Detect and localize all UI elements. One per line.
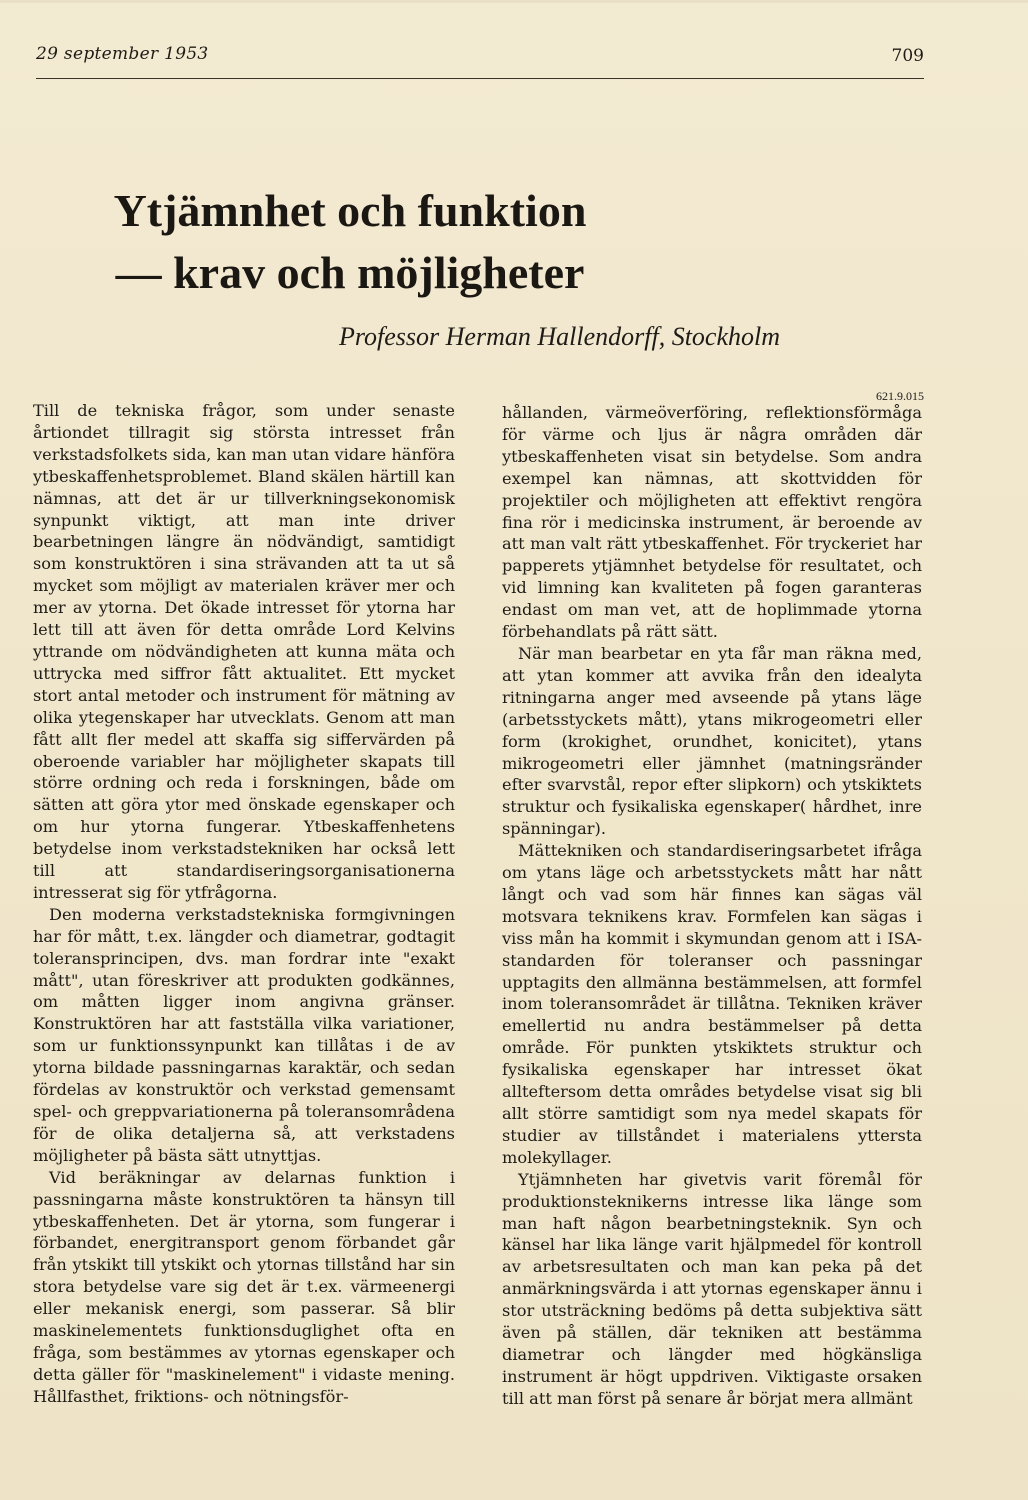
paragraph: Vid beräkningar av delarnas funktion i passningarna måste konstruktören ta hänsyn till ytbeskaffenheten. Det är ytorna, som fungerar i förbandet, energitransport genom förbandet går från ytskikt till ytskikt och ytornas tillstånd har sin stora betydelse vare sig det är t.ex. värmeenergi eller mekanisk energi, som passerar. Så blir maskinelementets funktionsduglighet ofta en fråga, som bestämmes av ytornas egenskaper och detta gäller för "maskinelement" i vidaste mening. Hållfasthet, friktions- och nötningsför-: [33, 1167, 455, 1406]
right-column: [502, 402, 922, 1410]
article-title-line-1: Ytjämnhet och funktion: [113, 185, 587, 236]
article-title-line-2: — krav och möjligheter: [115, 247, 585, 298]
paragraph: hållanden, värmeöverföring, reflektionsförmåga för värme och ljus är några områden där ytbeskaffenheten visat sin betydelse. Som andra exempel kan nämnas, att skottvidden för projektiler och möjligheten att effektivt rengöra fina rör i medicinska instrument, är beroende av att man valt rätt ytbeskaffenhet. För tryckeriet har papperets ytjämnhet betydelse för resultatet, och vid limning kan kvaliteten på fogen garanteras endast om man vet, att de hoplimmade ytorna förbehandlats på rätt sätt.: [502, 403, 922, 642]
left-column: [33, 400, 455, 1408]
paragraph: Den moderna verkstadstekniska formgivningen har för mått, t.ex. längder och diametrar, godtagit toleransprincipen, dvs. man fordrar inte "exakt mått", utan föreskriver att produkten godkännes, om måtten ligger inom angivna gränser. Konstruktören har att fastställa vilka variationer, som ur funktionssynpunkt kan tillåtas i de av ytorna bildade passningarnas karaktär, och sedan fördelas av konstruktör och verkstad gemensamt spel- och greppvariationerna på toleransområdena för de olika detaljerna så, att verkstadens möjligheter på bästa sätt utnyttjas.: [33, 904, 455, 1165]
running-header: [36, 44, 924, 79]
paragraph: När man bearbetar en yta får man räkna med, att ytan kommer att avvika från den idealyta ritningarna anger med avseende på ytans läge (arbetsstyckets mått), ytans mikrogeometri eller form (krokighet, orundhet, konicitet), ytans mikrogeometri eller jämnhet (matningsränder efter svarvstål, repor efter slipkorn) och ytskiktets struktur och fysikaliska egenskaper( hårdhet, inre spänningar).: [502, 643, 922, 839]
header-date: 29 september 1953: [36, 44, 209, 64]
classification-number: 621.9.015: [876, 389, 924, 403]
page-number: 709: [891, 46, 924, 66]
author-byline: Professor Herman Hallendorff, Stockholm: [339, 322, 780, 351]
paragraph: Mättekniken och standardiseringsarbetet ifråga om ytans läge och arbetsstyckets mått har nått långt och vad som här finnes kan sägas väl motsvara teknikens krav. Formfelen kan sägas i viss mån ha kommit i skymundan genom att i ISA-standarden för toleranser och passningar upptagits den allmänna bestämmelsen, att formfel inom toleransområdet är tillåtna. Tekniken kräver emellertid nu andra bestämmelser på detta område. För punkten ytskiktets struktur och fysikaliska egenskaper har intresset ökat allteftersom detta områdes betydelse visat sig bli allt större samtidigt som nya medel skapats för studier av tillståndet i materialens yttersta molekyllager.: [502, 841, 922, 1167]
page-edge: [0, 0, 1028, 3]
paragraph: Ytjämnheten har givetvis varit föremål för produktionsteknikerns intresse lika länge som man haft någon bearbetningsteknik. Syn och känsel har lika länge varit hjälpmedel för kontroll av arbetsresultaten och man kan peka på det anmärkningsvärda i att ytornas egenskaper ännu i stor utsträckning bedöms på detta subjektiva sätt även på ställen, där tekniken att bestämma diametrar och längder med högkänsliga instrument är högt uppdriven. Viktigaste orsaken till att man först på senare år börjat mera allmänt: [502, 1169, 922, 1408]
paragraph: Till de tekniska frågor, som under senaste årtiondet tillragit sig största intresset från verkstadsfolkets sida, kan man utan vidare hänföra ytbeskaffenhetsproblemet. Bland skälen härtill kan nämnas, att det är ur tillverkningsekonomisk synpunkt viktigt, att man inte driver bearbetningen längre än nödvändigt, samtidigt som konstruktören i sina strävanden att ta ut så mycket som möjligt av materialen kräver mer och mer av ytorna. Det ökade intresset för ytorna har lett till att även för detta område Lord Kelvins yttrande om nödvändigheten att kunna mäta och uttrycka med siffror fått aktualitet. Ett mycket stort antal metoder och instrument för mätning av olika ytegenskaper har utvecklats. Genom att man fått allt fler medel att skaffa sig siffervärden på oberoende variabler har möjligheter skapats till större ordning och reda i forskningen, både om sätten att göra ytor med önskade egenskaper och om hur ytorna fungerar. Ytbeskaffenhetens betydelse inom verkstadstekniken har också lett till att standardiseringsorganisationerna intresserat sig för ytfrågorna.: [33, 401, 455, 902]
